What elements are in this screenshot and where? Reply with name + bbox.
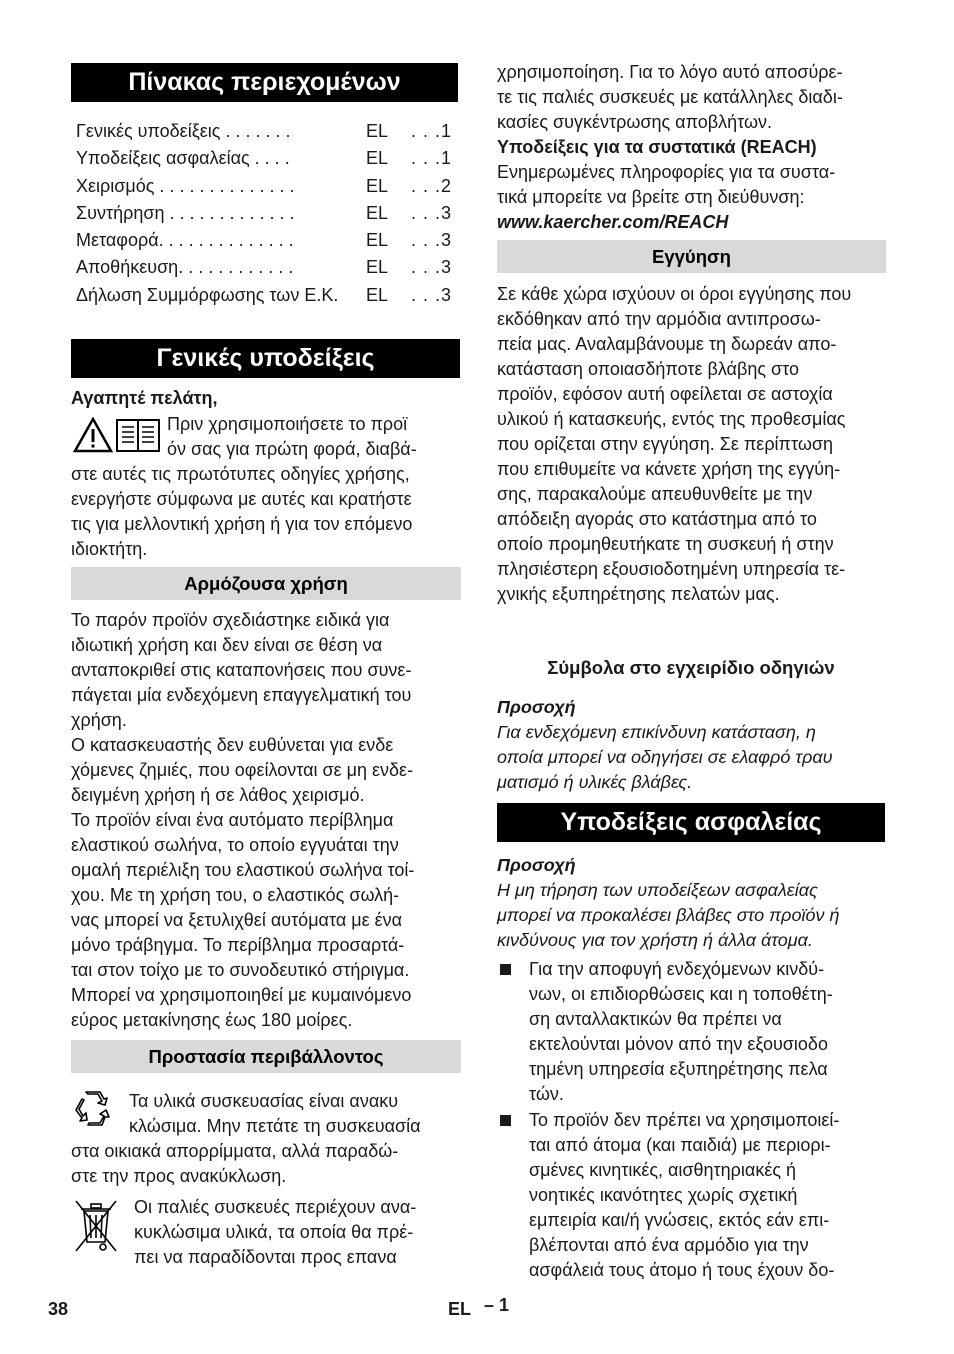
text-line: Μπορεί να χρησιμοποιηθεί με κυμαινόμενο [71, 985, 412, 1005]
caution-symbol-block [497, 695, 889, 795]
toc-entry-page: . . .3 [411, 257, 453, 277]
text-line: όν σας για πρώτη φορά, διαβά- [167, 439, 417, 459]
text-line: που επιθυμείτε να κάνετε χρήση της εγγύη- [497, 459, 841, 479]
toc-entry[interactable] [76, 118, 466, 145]
toc-entry-page: . . .2 [411, 176, 453, 196]
toc-entry-lang: EL [366, 285, 389, 305]
toc-entry-page: . . .1 [411, 148, 453, 168]
toc-entry[interactable] [76, 200, 466, 227]
text-line: σης, παρακαλούμε απευθυνθείτε με την [497, 484, 813, 504]
text-line: χου. Με τη χρήση του, ο ελαστικός σωλή- [71, 885, 400, 905]
text-line: Για ενδεχόμενη επικίνδυνη κατάσταση, η [497, 722, 816, 742]
disposal-continuation-paragraph [497, 60, 889, 235]
safety-bullet [497, 1108, 885, 1283]
page-number: 38 [48, 1299, 69, 1319]
toc-entry-page: . . .3 [411, 230, 453, 250]
bullet-square-icon [500, 964, 511, 975]
section-title-general: Γενικές υποδείξεις [71, 339, 460, 378]
text-line: πλησιέστερη εξουσιοδοτημένη υπηρεσία τε- [497, 559, 846, 579]
toc-entry-page: . . .3 [411, 203, 453, 223]
text-line: ται από άτομα (και παιδιά) με περιορι- [529, 1135, 831, 1155]
text-line: υλικού ή κατασκευής, εντός της προθεσμίας [497, 409, 846, 429]
bullet-square-icon [500, 1115, 511, 1126]
text-line: Το προϊόν δεν πρέπει να χρησιμοποιεί- [529, 1110, 840, 1130]
text-line: κυκλώσιμα υλικά, τα οποία θα πρέ- [134, 1222, 414, 1242]
toc-entry-lang: EL [366, 230, 389, 250]
toc-entry-title: Δήλωση Συμμόρφωσης των Ε.Κ. [76, 285, 339, 305]
text-line: ματισμό ή υλικές βλάβες. [497, 772, 693, 792]
text-line: στα οικιακά απορρίμματα, αλλά παραδώ- [71, 1141, 399, 1161]
text-line: Πριν χρησιμοποιήσετε το προϊ [167, 414, 408, 434]
section-title-warranty: Εγγύηση [497, 240, 886, 273]
text-line: μόνο τράβηγμα. Το περίβλημα προσαρτά- [71, 935, 405, 955]
toc-entry[interactable] [76, 173, 466, 200]
text-line: βλέπονται από ένα αρμόδιο για την [529, 1235, 809, 1255]
toc-entry-lang: EL [366, 148, 389, 168]
old-appliances-paragraph [134, 1195, 464, 1270]
footer-section-page: – 1 [484, 1295, 510, 1315]
text-line: Σε κάθε χώρα ισχύουν οι όροι εγγύησης που [497, 284, 852, 304]
text-line: νας μπορεί να ξετυλιχθεί αυτόματα με ένα [71, 910, 403, 930]
safety-bullet [497, 957, 885, 1107]
text-line: εκτελούνται μόνον από την εξουσιοδο [529, 1034, 828, 1054]
toc-entry-page: . . .1 [411, 121, 453, 141]
text-line: Η μη τήρηση των υποδείξεων ασφαλείας [497, 880, 818, 900]
text-line: εύρος μετακίνησης έως 180 μοίρες. [71, 1010, 353, 1030]
intended-use-paragraph [71, 608, 463, 1033]
section-title-environment: Προστασία περιβάλλοντος [71, 1040, 461, 1073]
text-line: κλώσιμα. Μην πετάτε τη συσκευασία [129, 1116, 421, 1136]
text-line: Το προϊόν είναι ένα αυτόματο περίβλημα [71, 810, 394, 830]
text-line: πάγεται μία ενδεχόμενη επαγγελματική του [71, 685, 412, 705]
text-line: δειγμένη χρήση ή σε λάθος χειρισμό. [71, 785, 365, 805]
toc-entry[interactable] [76, 145, 466, 172]
reach-heading: Υποδείξεις για τα συστατικά (REACH) [497, 137, 817, 157]
section-title-safety: Υποδείξεις ασφαλείας [497, 803, 885, 842]
text-line: ιδιοκτήτη. [71, 539, 148, 559]
text-line: ομαλή περιέλιξη του ελαστικού σωλήνα τοί- [71, 860, 415, 880]
caution-label: Προσοχή [497, 855, 576, 875]
text-line: κατάσταση οποιασδήποτε βλάβης στο [497, 359, 799, 379]
toc-title: Πίνακας περιεχομένων [71, 63, 458, 102]
text-line: χνικής εξυπηρέτησης πελατών μας. [497, 584, 780, 604]
packaging-recycle-paragraph [71, 1089, 463, 1189]
text-line: ται στον τοίχο με το συνοδευτικό στήριγμα. [71, 960, 410, 980]
text-line: Το παρόν προϊόν σχεδιάστηκε ειδικά για [71, 610, 390, 630]
text-line: χρησιμοποίηση. Για το λόγο αυτό αποσύρε- [497, 62, 843, 82]
toc-entry-lang: EL [366, 257, 389, 277]
caution-label: Προσοχή [497, 697, 576, 717]
text-line: ενεργήστε σύμφωνα με αυτές και κρατήστε [71, 489, 412, 509]
text-line: πεία μας. Αναλαμβάνουμε τη δωρεάν απο- [497, 334, 837, 354]
text-line: ανταποκριθεί στις καταπονήσεις που συνε- [71, 660, 412, 680]
text-line: Ο κατασκευαστής δεν ευθύνεται για ενδε [71, 735, 394, 755]
text-line: οποίο προμηθευτήκατε τη συσκευή ή στην [497, 534, 834, 554]
text-line: ιδιωτική χρήση και δεν είναι σε θέση να [71, 635, 383, 655]
toc-entry-title: Αποθήκευση. . . . . . . . . . . . [76, 257, 294, 277]
text-line: ασφάλειά τους άτομο ή τους έχουν δο- [529, 1260, 835, 1280]
text-line: κασίες συγκέντρωσης αποβλήτων. [497, 112, 773, 132]
toc-entry[interactable] [76, 227, 466, 254]
text-line: Οι παλιές συσκευές περιέχουν ανα- [134, 1197, 417, 1217]
text-line: Ενημερωμένες πληροφορίες για τα συστα- [497, 162, 836, 182]
text-line: Για την αποφυγή ενδεχόμενων κινδύ- [529, 959, 825, 979]
text-line: νοητικές ικανότητες χωρίς σχετική [529, 1185, 798, 1205]
text-line: εκδόθηκαν από την αρμόδια αντιπροσω- [497, 309, 821, 329]
text-line: κινδύνους για τον χρήστη ή άλλα άτομα. [497, 930, 813, 950]
crossed-out-bin-icon [73, 1198, 119, 1254]
warranty-paragraph [497, 282, 889, 607]
safety-caution-block [497, 853, 889, 953]
toc-entry[interactable] [76, 282, 466, 309]
text-line: προϊόν, εφόσον αυτή οφείλεται σε αστοχία [497, 384, 833, 404]
text-line: Τα υλικά συσκευασίας είναι ανακυ [129, 1091, 399, 1111]
text-line: νων, οι επιδιορθώσεις και η τοποθέτη- [529, 984, 833, 1004]
toc-entry-page: . . .3 [411, 285, 453, 305]
intro-paragraph [71, 412, 463, 562]
toc-entry-lang: EL [366, 176, 389, 196]
text-line: μπορεί να προκαλέσει βλάβες στο προϊόν ή [497, 905, 840, 925]
text-line: χόμενες ζημιές, που οφείλονται σε μη ενδε- [71, 760, 414, 780]
toc-entry-lang: EL [366, 203, 389, 223]
text-line: τικά μπορείτε να βρείτε στη διεύθυνση: [497, 187, 805, 207]
toc-entry-title: Γενικές υποδείξεις . . . . . . . [76, 121, 291, 141]
toc-entry-title: Συντήρηση . . . . . . . . . . . . . [76, 203, 295, 223]
section-title-intended-use: Αρμόζουσα χρήση [71, 567, 461, 600]
text-line: τις για μελλοντική χρήση ή για τον επόμενο [71, 514, 413, 534]
text-line: ελαστικού σωλήνα, το οποίο εγγυάται την [71, 835, 399, 855]
text-line: σμένες κινητικές, αισθητηριακές ή [529, 1160, 797, 1180]
text-line: στε αυτές τις πρωτότυπες οδηγίες χρήσης, [71, 464, 410, 484]
text-line: τημένη υπηρεσία εξυπηρέτησης πελα [529, 1059, 828, 1079]
toc-entry-title: Υποδείξεις ασφαλείας . . . . [76, 148, 290, 168]
text-line: τε τις παλιές συσκευές με κατάλληλες διαδι- [497, 87, 843, 107]
toc-entry-title: Μεταφορά. . . . . . . . . . . . . . [76, 230, 294, 250]
text-line: απόδειξη αγοράς στο κατάστημα από το [497, 509, 817, 529]
dear-customer-heading: Αγαπητέ πελάτη, [71, 388, 218, 408]
text-line: που ορίζεται στην εγγύηση. Σε περίπτωση [497, 434, 834, 454]
text-line: εμπειρία και/ή γνώσεις, εκτός εάν επι- [529, 1210, 830, 1230]
reach-link[interactable]: www.kaercher.com/REACH [497, 212, 729, 232]
text-line: τών. [529, 1084, 564, 1104]
footer-lang: EL [448, 1299, 472, 1319]
text-line: οποία μπορεί να οδηγήσει σε ελαφρό τραυ [497, 747, 833, 767]
text-line: πει να παραδίδονται προς επανα [134, 1247, 397, 1267]
toc-entry[interactable] [76, 254, 466, 281]
symbols-heading: Σύμβολα στο εγχειρίδιο οδηγιών [547, 657, 835, 678]
toc-entry-title: Χειρισμός . . . . . . . . . . . . . . [76, 176, 295, 196]
text-line: χρήση. [71, 710, 127, 730]
text-line: ση ανταλλακτικών θα πρέπει να [529, 1009, 782, 1029]
toc-entry-lang: EL [366, 121, 389, 141]
text-line: στε την προς ανακύκλωση. [71, 1166, 287, 1186]
